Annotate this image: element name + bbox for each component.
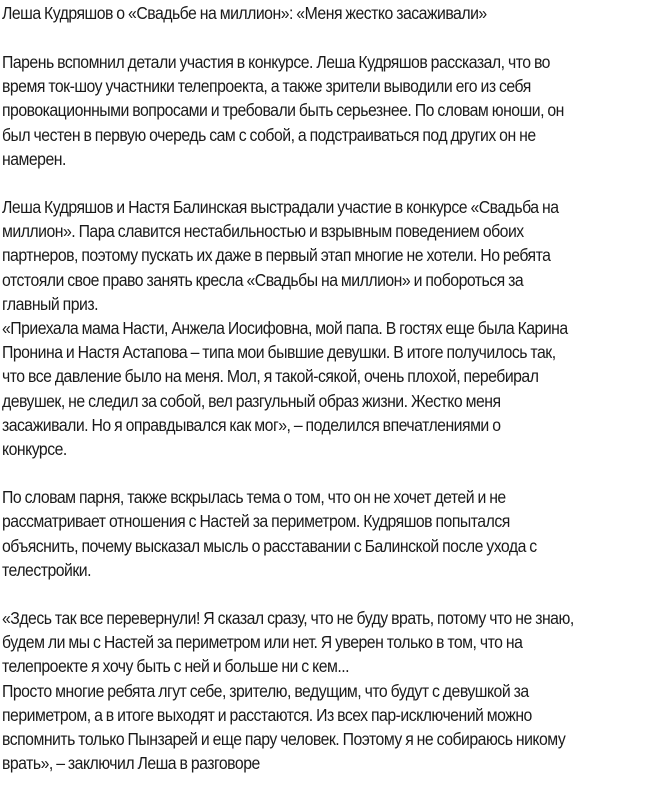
- paragraph-quote-2: [2, 606, 670, 775]
- text-line: намерен.: [2, 148, 66, 169]
- paragraph-intro: [2, 50, 670, 171]
- text-line: будем ли мы с Настей за периметром или нет. Я уверен только в том, что на: [2, 632, 523, 653]
- text-line: миллион». Пара славится нестабильностью и взрывным поведением обоих: [2, 221, 524, 242]
- text-line: рассматривает отношения с Настей за периметром. Кудряшов попытался: [2, 511, 510, 532]
- paragraph-explanation: [2, 485, 670, 582]
- text-line: объяснить, почему высказал мысль о расставании с Балинской после ухода с: [2, 535, 537, 556]
- text-line: Просто многие ребята лгут себе, зрителю, ведущим, что будут с девушкой за: [2, 680, 529, 701]
- text-line: главный приз.: [2, 293, 98, 314]
- text-line: провокационными вопросами и требовали быть серьезнее. По словам юноши, он: [2, 100, 564, 121]
- text-line: что все давление было на меня. Мол, я такой-сякой, очень плохой, перебирал: [2, 366, 539, 387]
- text-line: засаживали. Но я оправдывался как мог», – поделился впечатлениями о: [2, 414, 501, 435]
- article-title: Леша Кудряшов о «Свадьбе на миллион»: «Меня жестко засаживали»: [2, 3, 487, 23]
- paragraph-background: [2, 195, 670, 316]
- text-line: Парень вспомнил детали участия в конкурсе. Леша Кудряшов рассказал, что во: [2, 52, 550, 72]
- text-line: телестройки.: [2, 559, 92, 580]
- text-line: «Здесь так все перевернули! Я сказал сразу, что не буду врать, потому что не знаю,: [2, 608, 574, 629]
- text-line: «Приехала мама Насти, Анжела Иосифовна, мой папа. В гостях еще была Карина: [2, 318, 568, 339]
- text-line: телепроекте я хочу быть с ней и больше ни с кем...: [2, 656, 350, 677]
- article: [2, 1, 670, 799]
- text-line: был честен в первую очередь сам с собой, а подстраиваться под других он не: [2, 124, 536, 145]
- text-line: Пронина и Настя Астапова – типа мои бывшие девушки. В итоге получилось так,: [2, 342, 556, 363]
- text-line: конкурсе.: [2, 439, 67, 460]
- text-line: отстояли свое право занять кресла «Свадьбы на миллион» и побороться за: [2, 269, 524, 290]
- text-line: врать», – заключил Леша в разговоре: [2, 753, 260, 774]
- paragraph-quote-1: [2, 316, 670, 461]
- text-line: время ток-шоу участники телепроекта, а также зрители выводили его из себя: [2, 76, 531, 97]
- text-line: девушек, не следил за собой, вел разгульный образ жизни. Жестко меня: [2, 390, 501, 411]
- text-line: Леша Кудряшов и Настя Балинская выстрадали участие в конкурсе «Свадьба на: [2, 197, 559, 218]
- text-line: вспомнить только Пынзарей и еще пару человек. Поэтому я не собираюсь никому: [2, 729, 566, 750]
- text-line: периметром, а в итоге выходят и расстаются. Из всех пар-исключений можно: [2, 704, 532, 725]
- text-line: партнеров, поэтому пускать их даже в первый этап многие не хотели. Но ребята: [2, 245, 551, 266]
- text-line: По словам парня, также вскрылась тема о том, что он не хочет детей и не: [2, 487, 506, 508]
